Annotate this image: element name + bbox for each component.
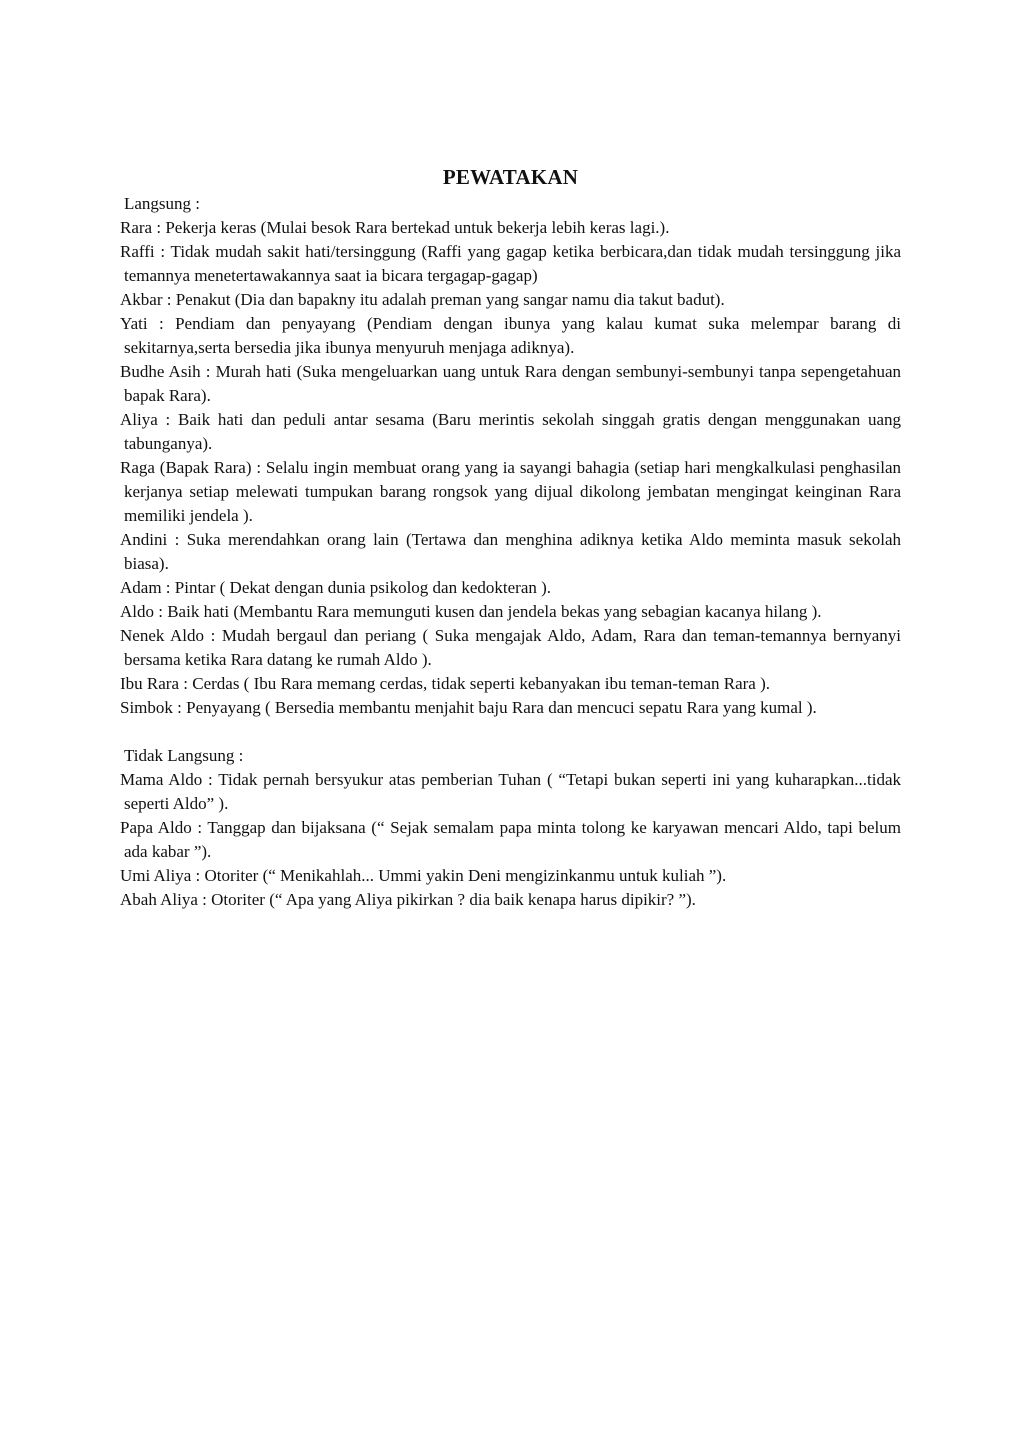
- character-entry: Nenek Aldo : Mudah bergaul dan periang ( Suka mengajak Aldo, Adam, Rara dan teman-temannya bernyanyi bersama ketika Rara datang ke rumah Aldo ).: [120, 626, 901, 669]
- character-entry: Simbok : Penyayang ( Bersedia membantu menjahit baju Rara dan mencuci sepatu Rara yang kumal ).: [120, 698, 817, 717]
- character-entry: Rara : Pekerja keras (Mulai besok Rara bertekad untuk bekerja lebih keras lagi.).: [120, 218, 670, 237]
- character-entry: Akbar : Penakut (Dia dan bapakny itu adalah preman yang sangar namu dia takut badut).: [120, 290, 725, 309]
- character-entry: Aliya : Baik hati dan peduli antar sesama (Baru merintis sekolah singgah gratis dengan menggunakan uang tabunganya).: [120, 410, 901, 453]
- character-entry: Adam : Pintar ( Dekat dengan dunia psikolog dan kedokteran ).: [120, 578, 552, 597]
- character-entry: Papa Aldo : Tanggap dan bijaksana (“ Sejak semalam papa minta tolong ke karyawan mencari Aldo, tapi belum ada kabar ”).: [120, 818, 901, 861]
- section-label-langsung: Langsung :: [124, 194, 201, 213]
- character-entry: Andini : Suka merendahkan orang lain (Tertawa dan menghina adiknya ketika Aldo meminta masuk sekolah biasa).: [120, 530, 901, 573]
- document-page: [120, 162, 901, 912]
- character-entry: Aldo : Baik hati (Membantu Rara memunguti kusen dan jendela bekas yang sebagian kacanya hilang ).: [120, 602, 822, 621]
- section-label-tidak-langsung: Tidak Langsung :: [124, 746, 244, 765]
- section-spacer: [120, 720, 901, 744]
- character-entry: Ibu Rara : Cerdas ( Ibu Rara memang cerdas, tidak seperti kebanyakan ibu teman-teman Rara ).: [120, 674, 770, 693]
- character-entry: Umi Aliya : Otoriter (“ Menikahlah... Ummi yakin Deni mengizinkanmu untuk kuliah ”).: [120, 866, 727, 885]
- character-entry: Budhe Asih : Murah hati (Suka mengeluarkan uang untuk Rara dengan sembunyi-sembunyi tanpa sepengetahuan bapak Rara).: [120, 362, 901, 405]
- character-entry: Yati : Pendiam dan penyayang (Pendiam dengan ibunya yang kalau kumat suka melempar barang di sekitarnya,serta bersedia jika ibunya menyuruh menjaga adiknya).: [120, 314, 901, 357]
- document-title: PEWATAKAN: [442, 165, 579, 189]
- character-entry: Raga (Bapak Rara) : Selalu ingin membuat orang yang ia sayangi bahagia (setiap hari mengkalkulasi penghasilan kerjanya setiap melewati tumpukan barang rongsok yang dijual dikolong jembatan mengingat keinginan Rara memiliki jendela ).: [120, 458, 901, 525]
- character-entry: Abah Aliya : Otoriter (“ Apa yang Aliya pikirkan ? dia baik kenapa harus dipikir? ”).: [120, 890, 696, 909]
- langsung-list: [120, 216, 901, 720]
- tidak-langsung-list: [120, 768, 901, 912]
- character-entry: Mama Aldo : Tidak pernah bersyukur atas pemberian Tuhan ( “Tetapi bukan seperti ini yang kuharapkan...tidak seperti Aldo” ).: [120, 770, 901, 813]
- character-entry: Raffi : Tidak mudah sakit hati/tersinggung (Raffi yang gagap ketika berbicara,dan tidak mudah tersinggung jika temannya menetertawakannya saat ia bicara tergagap-gagap): [120, 242, 901, 285]
